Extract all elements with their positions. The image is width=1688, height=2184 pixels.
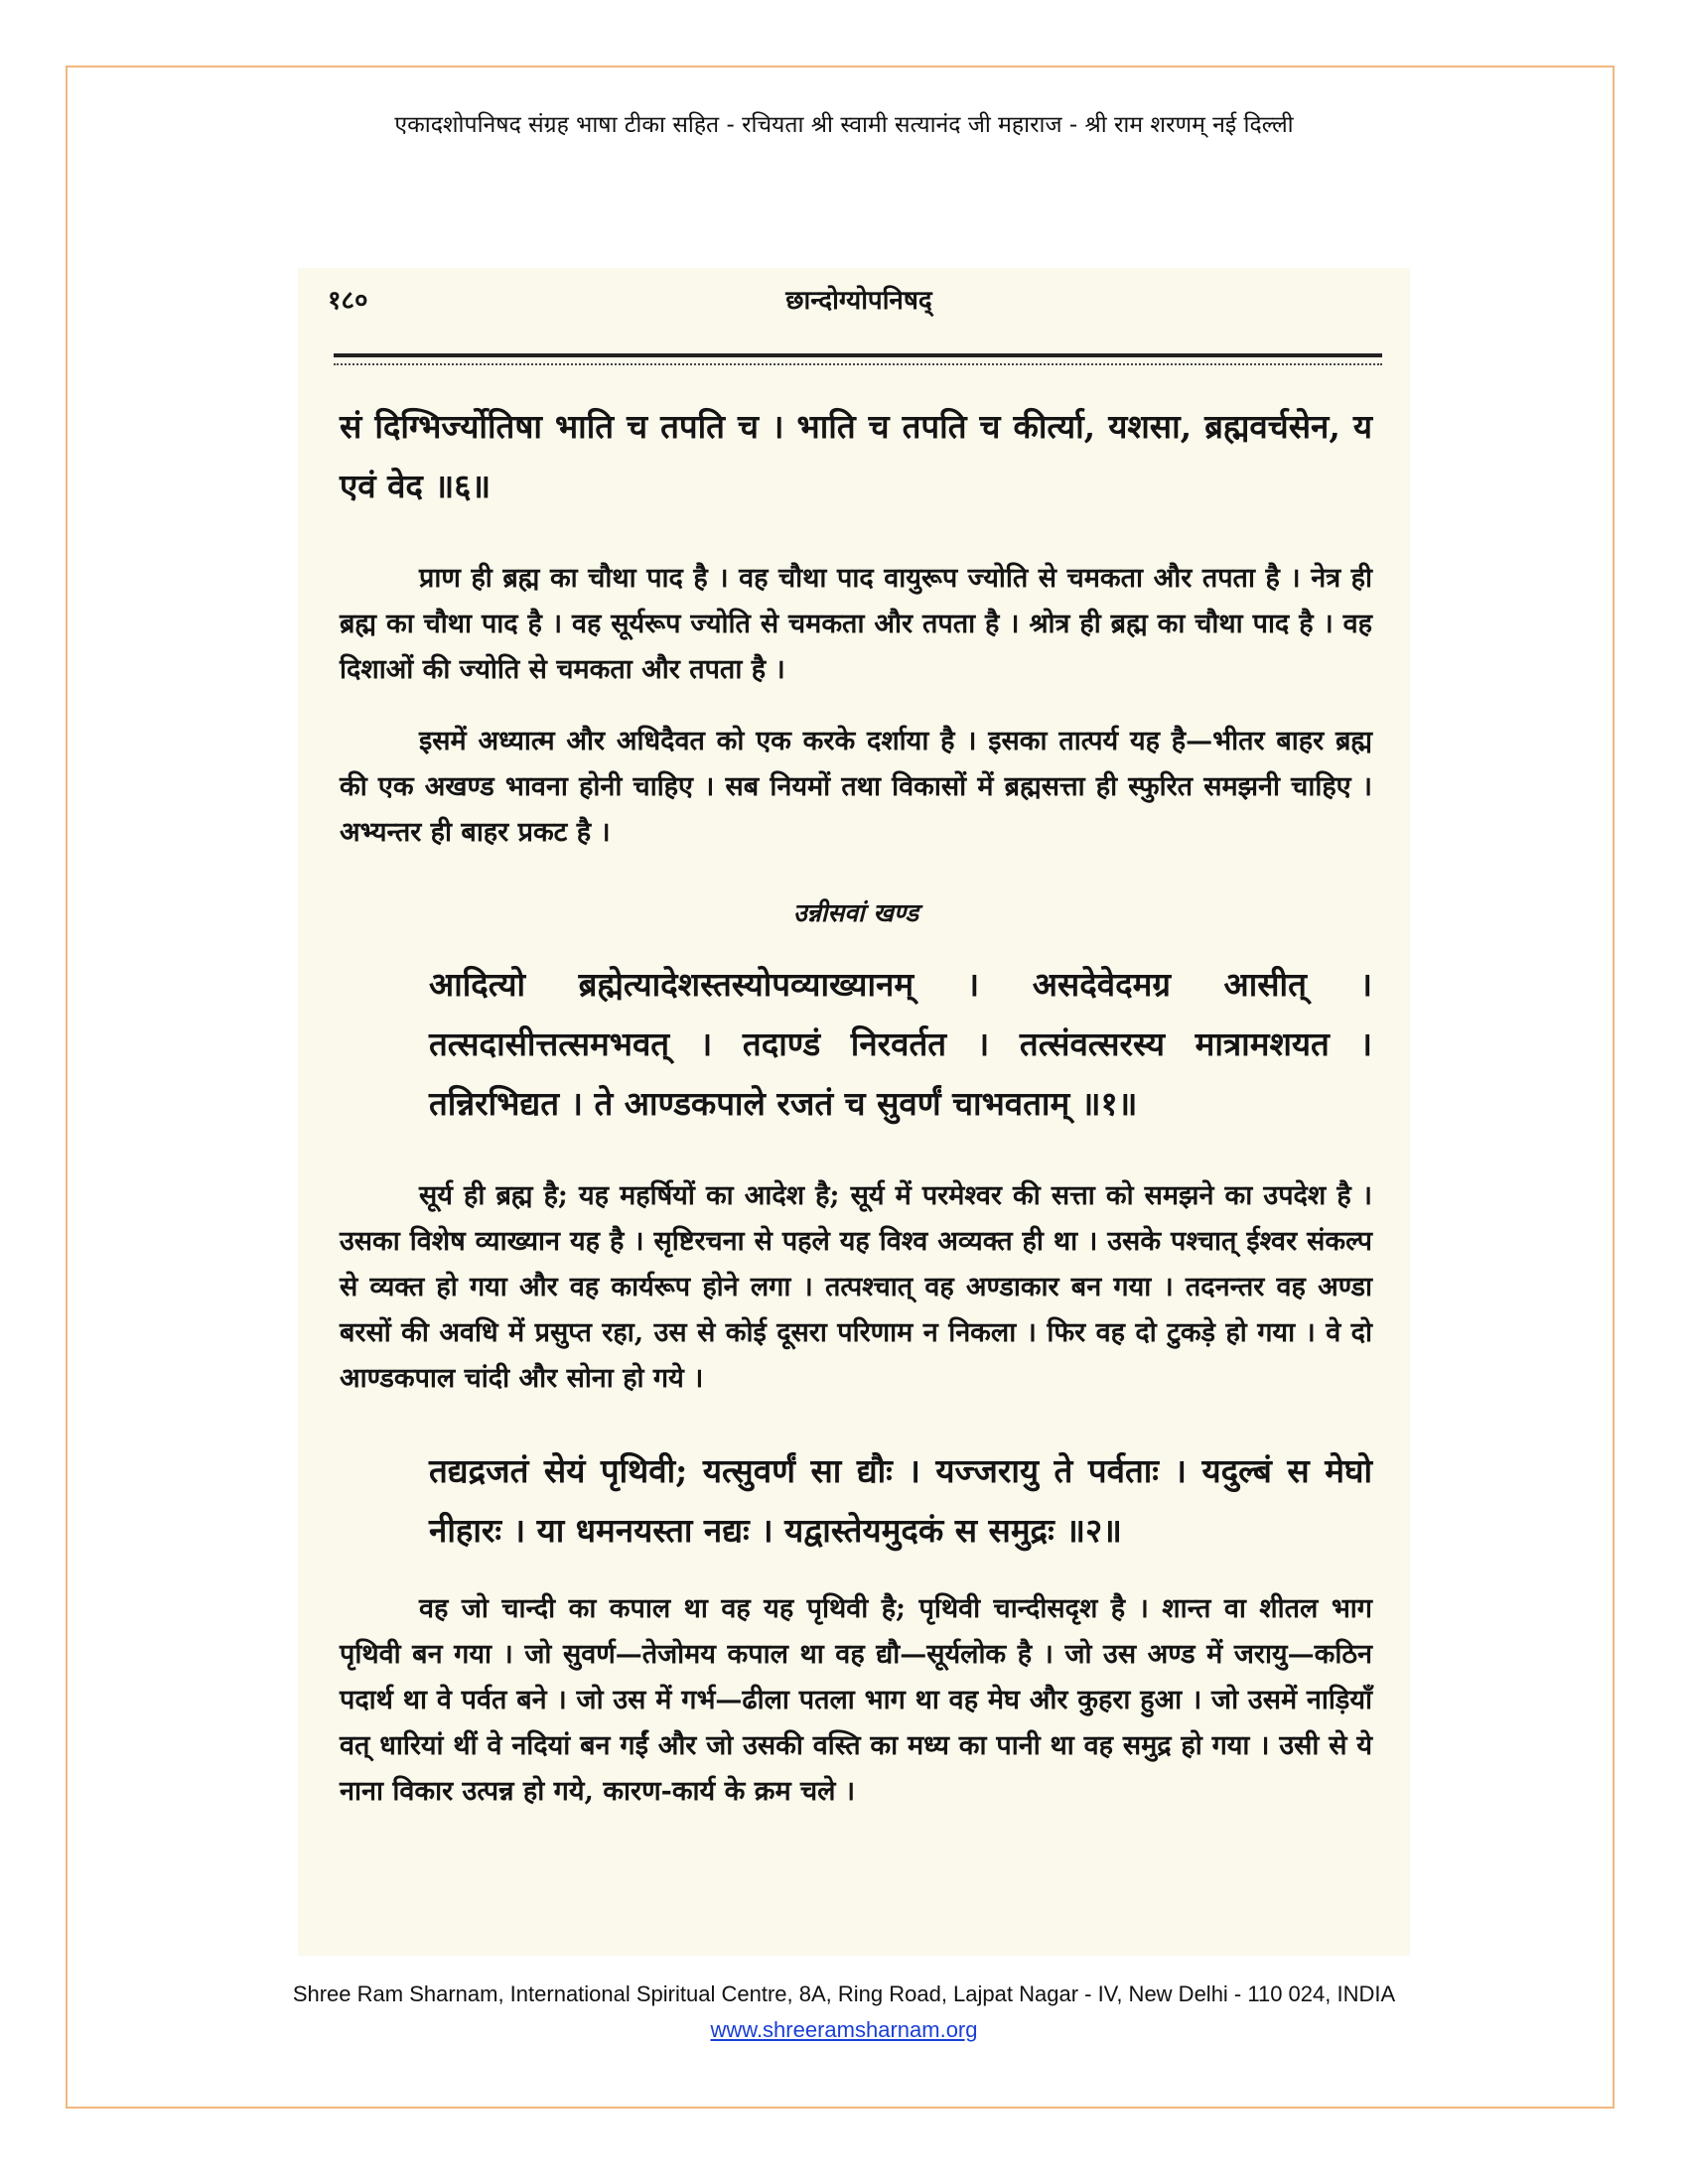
verse-1: आदित्यो ब्रह्मेत्यादेशस्तस्योपव्याख्यानम् । असदेवेदमग्र आसीत् । तत्सदासीत्तत्समभवत् । तदाण्डं निरवर्तत । तत्संवत्सरस्य मात्रामशयत । तन्निरभिद्यत । ते आण्डकपाले रजतं च सुवर्णं चाभवताम् ॥१॥ xyxy=(429,965,1372,1123)
page-content xyxy=(340,397,1372,1815)
verse-2: तद्यद्रजतं सेयं पृथिवी; यत्सुवर्णं सा द्यौः । यज्जरायु ते पर्वताः । यदुल्बं स मेघो नीहारः । या धमनयस्ता नद्यः । यद्वास्तेयमुदकं स समुद्रः ॥२॥ xyxy=(429,1451,1372,1550)
book-banner: एकादशोपनिषद संग्रह भाषा टीका सहित - रचियता श्री स्वामी सत्यानंद जी महाराज - श्री राम शरणम् नई दिल्ली xyxy=(394,112,1294,138)
header-dotted-rule xyxy=(334,363,1382,365)
running-title: छान्दोग्योपनिषद् xyxy=(785,286,932,316)
footer-address: Shree Ram Sharnam, International Spiritual Centre, 8A, Ring Road, Lajpat Nagar - IV, New Delhi - 110 024, INDIA xyxy=(292,1981,1396,2006)
running-head xyxy=(328,281,1390,321)
header-rule xyxy=(334,353,1382,357)
paragraph-3: सूर्य ही ब्रह्म है; यह महर्षियों का आदेश है; सूर्य में परमेश्वर की सत्ता को समझने का उपदेश है । उसका विशेष व्याख्यान यह है । सृष्टिरचना से पहले यह विश्व अव्यक्त ही था । उसके पश्चात् ईश्वर संकल्प से व्यक्त हो गया और वह कार्यरूप होने लगा । तत्पश्चात् वह अण्डाकार बन गया । तदनन्तर वह अण्डा बरसों की अवधि में प्रसुप्त रहा, उस से कोई दूसरा परिणाम न निकला । फिर वह दो टुकड़े हो गया । वे दो आण्डकपाल चांदी और सोना हो गये । xyxy=(340,1180,1372,1394)
verse-6: सं दिग्भिर्ज्योतिषा भाति च तपति च । भाति च तपति च कीर्त्या, यशसा, ब्रह्मवर्चसेन, य एवं वेद ॥६॥ xyxy=(340,407,1372,505)
paragraph-2: इसमें अध्यात्म और अधिदैवत को एक करके दर्शाया है । इसका तात्पर्य यह है—भीतर बाहर ब्रह्म की एक अखण्ड भावना होनी चाहिए । सब नियमों तथा विकासों में ब्रह्मसत्ता ही स्फुरित समझनी चाहिए । अभ्यन्तर ही बाहर प्रकट है । xyxy=(340,726,1372,848)
paragraph-1: प्राण ही ब्रह्म का चौथा पाद है । वह चौथा पाद वायुरूप ज्योति से चमकता और तपता है । नेत्र ही ब्रह्म का चौथा पाद है । वह सूर्यरूप ज्योति से चमकता और तपता है । श्रोत्र ही ब्रह्म का चौथा पाद है । वह दिशाओं की ज्योति से चमकता और तपता है । xyxy=(340,563,1372,685)
khanda-heading: उन्नीसवां खण्ड xyxy=(792,898,919,927)
footer-website-link[interactable]: www.shreeramsharnam.org xyxy=(710,2017,978,2042)
page-number: १८० xyxy=(328,286,368,316)
paragraph-4: वह जो चान्दी का कपाल था वह यह पृथिवी है; पृथिवी चान्दीसदृश है । शान्त वा शीतल भाग पृथिवी बन गया । जो सुवर्ण—तेजोमय कपाल था वह द्यौ—सूर्यलोक है । जो उस अण्ड में जरायु—कठिन पदार्थ था वे पर्वत बने । जो उस में गर्भ—ढीला पतला भाग था वह मेघ और कुहरा हुआ । जो उसमें नाड़ियाँ वत् धारियां थीं वे नदियां बन गईं और जो उसकी वस्ति का मध्य का पानी था वह समुद्र हो गया । उसी से ये नाना विकार उत्पन्न हो गये, कारण-कार्य के क्रम चले । xyxy=(340,1593,1372,1807)
